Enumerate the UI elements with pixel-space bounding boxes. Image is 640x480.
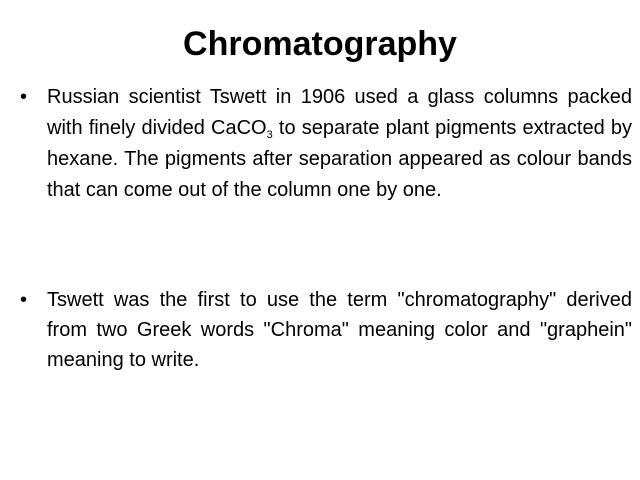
bullet-dot-icon: • <box>20 289 28 311</box>
bullet-item <box>20 82 632 206</box>
chemical-formula: CaCO <box>211 117 267 139</box>
formula-subscript: 3 <box>266 129 273 141</box>
bullet-text <box>47 82 632 206</box>
bullet-item <box>20 285 632 375</box>
bullet-dot-icon: • <box>20 86 28 108</box>
slide-title: Chromatography <box>183 25 457 63</box>
bullet-text-part: to separate plant pigments extracted by hexane. The pigments after separation appeared as colour bands that can come out of the column one by one. <box>47 117 632 201</box>
bullet-text-part: Russian scientist Tswett in 1906 used a glass columns packed with finely divided <box>47 86 632 139</box>
bullet-text: Tswett was the first to use the term "chromatography" derived from two Greek words "Chroma" meaning color and "graphein" meaning to write. <box>47 289 632 371</box>
